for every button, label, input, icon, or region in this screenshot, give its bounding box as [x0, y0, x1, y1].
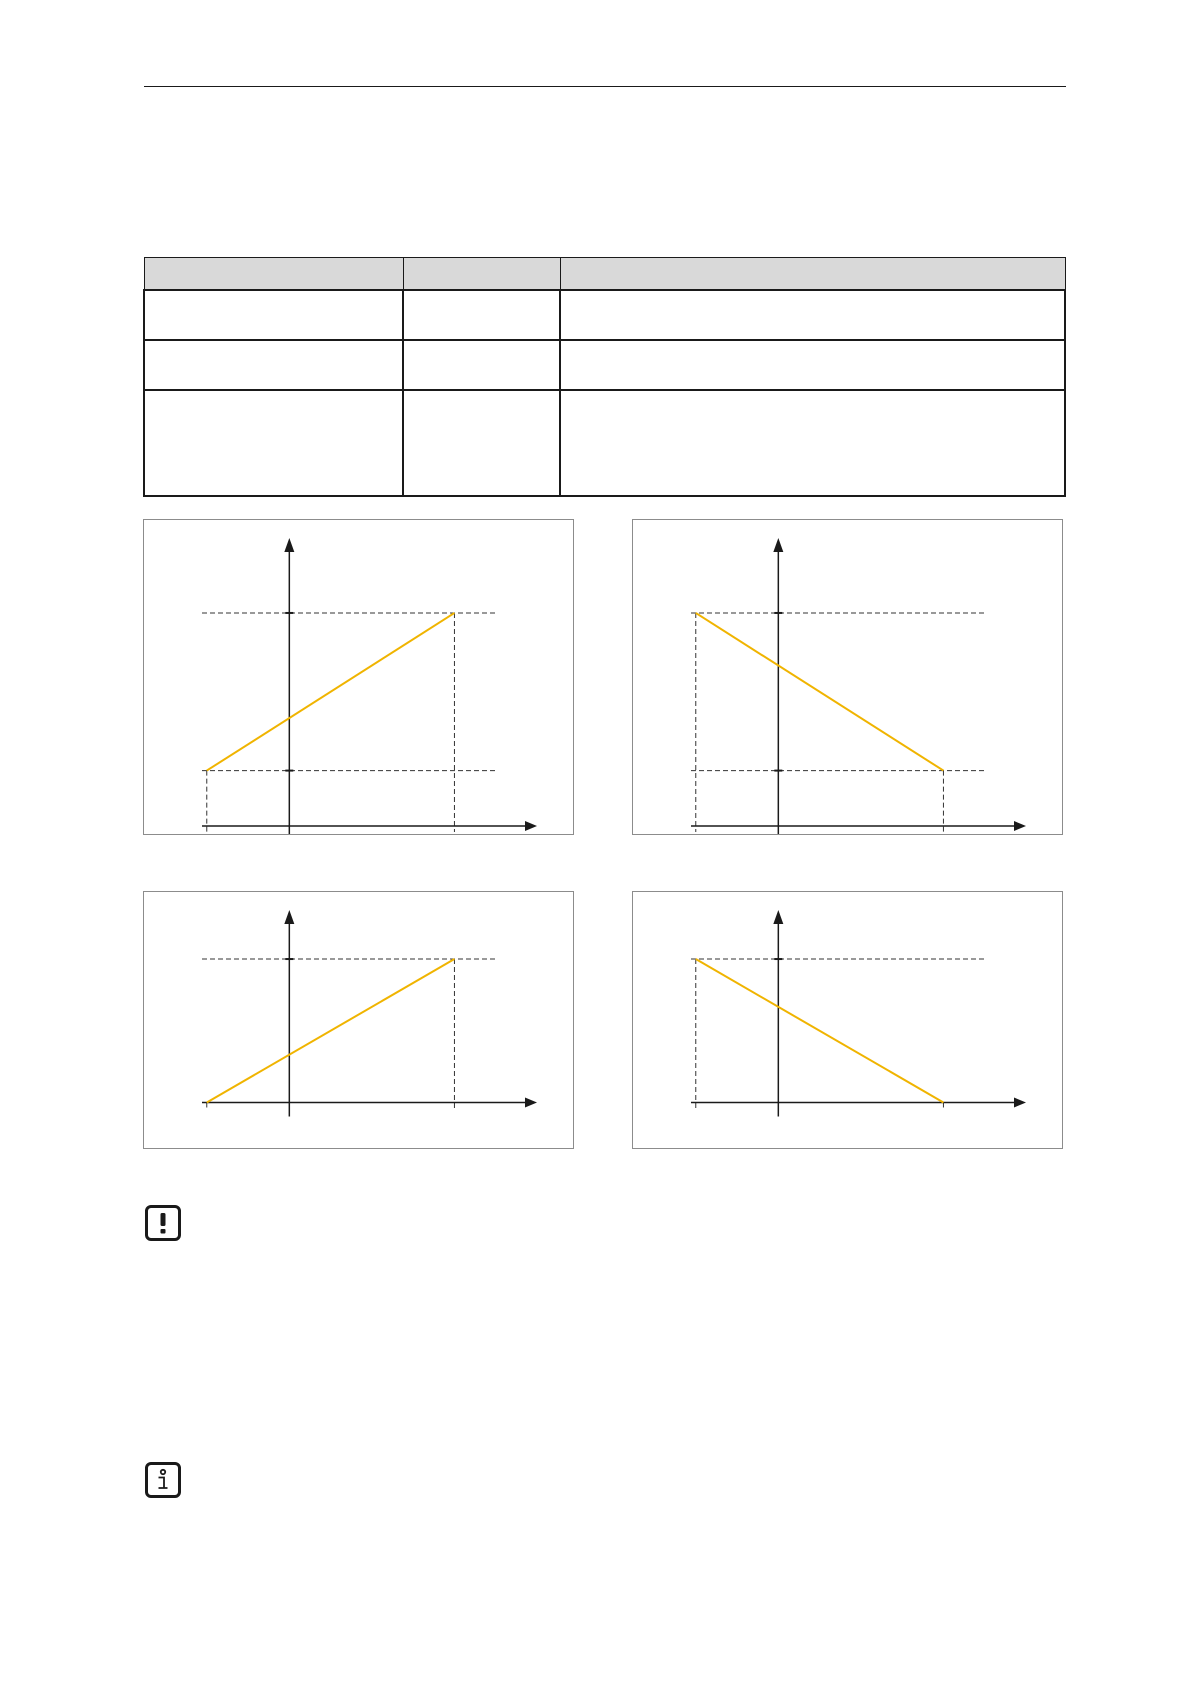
chart-panel-rising: [143, 519, 574, 835]
table-header-cell: [403, 258, 560, 291]
table-cell: [560, 340, 1065, 390]
series-line: [207, 959, 455, 1102]
y-axis-arrow: [773, 910, 783, 924]
table-cell: [403, 340, 560, 390]
y-axis-arrow: [284, 910, 294, 924]
table-cell: [403, 290, 560, 340]
chart-svg: [633, 892, 1062, 1148]
chart-svg: [144, 892, 573, 1148]
x-axis-arrow: [1014, 821, 1026, 831]
x-axis-arrow: [525, 821, 537, 831]
series-line: [696, 959, 944, 1102]
parameter-table: [143, 257, 1066, 497]
header-rule: [144, 86, 1066, 87]
chart-panel-rising-zero: [143, 891, 574, 1149]
table-cell: [560, 290, 1065, 340]
table-row: [144, 390, 1065, 496]
table-header-cell: [144, 258, 403, 291]
table-row: [144, 290, 1065, 340]
chart-svg: [633, 520, 1062, 834]
table-cell: [144, 340, 403, 390]
chart-panel-falling: [632, 519, 1063, 835]
series-line: [696, 613, 944, 771]
chart-panel-falling-zero: [632, 891, 1063, 1149]
table-cell: [403, 390, 560, 496]
x-axis-arrow: [1014, 1097, 1026, 1107]
table-cell: [144, 290, 403, 340]
table-cell: [560, 390, 1065, 496]
exclamation-icon: [145, 1205, 181, 1241]
info-icon: [145, 1462, 181, 1498]
x-axis-arrow: [525, 1097, 537, 1107]
chart-svg: [144, 520, 573, 834]
table-cell: [144, 390, 403, 496]
table-header-row: [144, 258, 1065, 291]
y-axis-arrow: [773, 538, 783, 552]
y-axis-arrow: [284, 538, 294, 552]
table-row: [144, 340, 1065, 390]
series-line: [207, 613, 455, 771]
table-header-cell: [560, 258, 1065, 291]
